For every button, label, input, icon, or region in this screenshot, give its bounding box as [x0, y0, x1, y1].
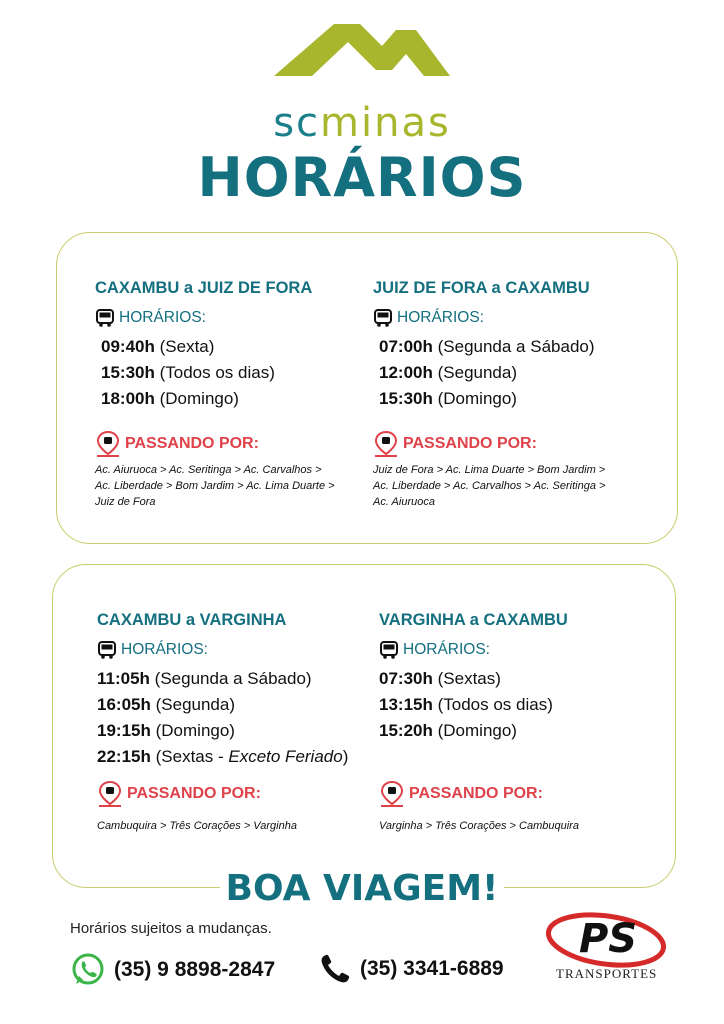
time-days: (Segunda a Sábado): [154, 669, 312, 688]
stops-line: Ac. Aiuruoca > Ac. Seritinga > Ac. Carvalhos >: [95, 464, 322, 476]
time-value: 09:40h: [101, 337, 155, 356]
ps-logo-subtitle: TRANSPORTES: [556, 966, 658, 981]
time-value: 18:00h: [101, 389, 155, 408]
whatsapp-icon: [70, 952, 106, 988]
time-value: 13:15h: [379, 695, 433, 714]
bus-icon: [95, 308, 115, 328]
time-note: Exceto Feriado: [228, 747, 343, 766]
route-title: CAXAMBU a VARGINHA: [97, 611, 287, 629]
bus-icon: [97, 640, 117, 660]
time-days: (Todos os dias): [159, 363, 275, 382]
route-card-1: [56, 232, 678, 544]
time-days: (Sexta): [159, 337, 215, 356]
time-days: (Domingo): [437, 721, 517, 740]
horarios-label: HORÁRIOS:: [397, 309, 484, 326]
time-close: ): [342, 747, 349, 766]
time-days: (Domingo): [159, 389, 239, 408]
time-entry: [379, 360, 605, 386]
time-days: (Segunda a Sábado): [437, 337, 595, 356]
passando-header: [97, 780, 348, 808]
time-days: (Segunda): [155, 695, 235, 714]
time-entry: [101, 334, 335, 360]
time-entry: [379, 666, 579, 692]
time-value: 16:05h: [97, 695, 151, 714]
stops-line: Varginha > Três Corações > Cambuquira: [379, 820, 579, 832]
passando-label: PASSANDO POR:: [403, 435, 537, 452]
route-title: VARGINHA a CAXAMBU: [379, 611, 568, 629]
phone-contact[interactable]: [318, 952, 504, 986]
passando-label: PASSANDO POR:: [409, 785, 543, 802]
stops-line: Juiz de Fora > Ac. Lima Duarte > Bom Jardim >: [373, 464, 606, 476]
route-title: CAXAMBU a JUIZ DE FORA: [95, 279, 313, 297]
time-value: 15:20h: [379, 721, 433, 740]
stops-list: [373, 462, 605, 510]
time-value: 11:05h: [97, 669, 150, 688]
bus-icon: [373, 308, 393, 328]
mountain-logo-icon: [272, 20, 452, 80]
time-entry: [101, 386, 335, 412]
stops-line: Ac. Aiuruoca: [373, 496, 435, 508]
time-entry: [101, 360, 335, 386]
time-entry: [379, 386, 605, 412]
stops-line: Juiz de Fora: [95, 496, 156, 508]
time-entry: [97, 718, 348, 744]
time-entry: [97, 744, 348, 770]
boa-viagem-banner: [0, 868, 724, 912]
time-value: 15:30h: [379, 389, 433, 408]
whatsapp-contact[interactable]: [70, 952, 275, 988]
passando-header: [379, 780, 579, 808]
time-entry: [379, 718, 579, 744]
route-card-2: [52, 564, 676, 888]
horarios-header: [373, 308, 605, 328]
time-value: 12:00h: [379, 363, 433, 382]
disclaimer: Horários sujeitos a mudanças.: [70, 920, 272, 937]
time-entry: [97, 666, 348, 692]
brand-name: [0, 100, 724, 146]
bus-icon: [379, 640, 399, 660]
phone-number: (35) 3341-6889: [360, 957, 504, 980]
route-column: [379, 611, 579, 834]
time-days: (Todos os dias): [437, 695, 553, 714]
passando-header: [373, 430, 605, 458]
time-entry: [379, 334, 605, 360]
route-column: [97, 611, 348, 834]
brand-minas: minas: [320, 100, 451, 146]
times-list: [101, 334, 335, 412]
horarios-header: [95, 308, 335, 328]
time-entry: [97, 692, 348, 718]
route-title: JUIZ DE FORA a CAXAMBU: [373, 279, 590, 297]
map-pin-bus-icon: [379, 780, 405, 808]
passando-label: PASSANDO POR:: [127, 785, 261, 802]
map-pin-bus-icon: [373, 430, 399, 458]
route-column: [95, 279, 335, 510]
time-value: 19:15h: [97, 721, 151, 740]
times-list: [379, 666, 579, 744]
time-days: (Domingo): [437, 389, 517, 408]
stops-line: Ac. Liberdade > Ac. Carvalhos > Ac. Seritinga >: [373, 480, 606, 492]
passando-header: [95, 430, 335, 458]
time-days: (Segunda): [437, 363, 517, 382]
time-value: 07:00h: [379, 337, 433, 356]
ps-logo-text: PS: [578, 916, 638, 962]
stops-list: [379, 818, 579, 834]
time-value: 07:30h: [379, 669, 433, 688]
brand-sc: sc: [273, 100, 321, 146]
phone-icon: [318, 952, 352, 986]
stops-list: [97, 818, 348, 834]
times-list: [97, 666, 348, 770]
page-title: HORÁRIOS: [197, 146, 527, 209]
times-list: [379, 334, 605, 412]
time-days: (Domingo): [155, 721, 235, 740]
whatsapp-number: (35) 9 8898-2847: [114, 958, 276, 981]
passando-label: PASSANDO POR:: [125, 435, 259, 452]
route-column: [373, 279, 605, 510]
map-pin-bus-icon: [97, 780, 123, 808]
horarios-label: HORÁRIOS:: [403, 641, 490, 658]
horarios-label: HORÁRIOS:: [119, 309, 206, 326]
horarios-header: [379, 640, 579, 660]
map-pin-bus-icon: [95, 430, 121, 458]
time-value: 15:30h: [101, 363, 155, 382]
horarios-label: HORÁRIOS:: [121, 641, 208, 658]
scminas-logo: [0, 20, 724, 80]
horarios-header: [97, 640, 348, 660]
time-days: (Sextas -: [155, 747, 229, 766]
stops-line: Cambuquira > Três Corações > Varginha: [97, 820, 297, 832]
time-days: (Sextas): [437, 669, 501, 688]
time-entry: [379, 692, 579, 718]
boa-viagem-text: BOA VIAGEM!: [220, 868, 505, 909]
stops-line: Ac. Liberdade > Bom Jardim > Ac. Lima Duarte >: [95, 480, 335, 492]
stops-list: [95, 462, 335, 510]
time-value: 22:15h: [97, 747, 151, 766]
